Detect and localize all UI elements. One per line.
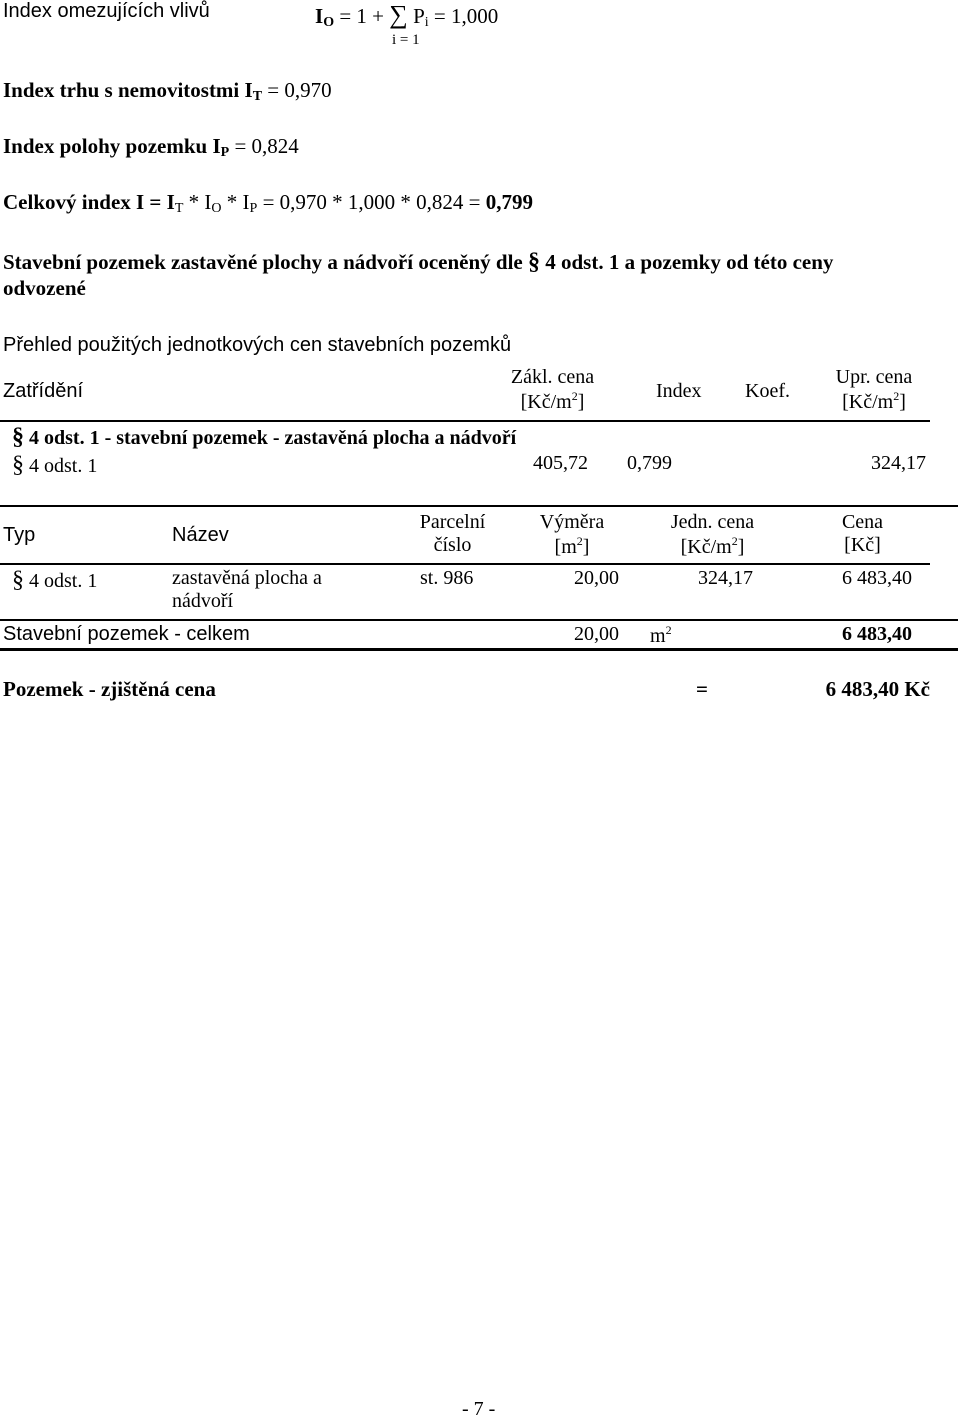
land-table-header-rule bbox=[0, 563, 930, 565]
final-price-value: 6 483,40 Kč bbox=[825, 677, 930, 701]
col-zakl-cena-line2 bbox=[480, 389, 625, 414]
index-polohy-subscript: P bbox=[220, 145, 230, 160]
price-row-label bbox=[12, 452, 97, 479]
vymera-unit: [m bbox=[554, 536, 577, 558]
overview-title: Přehled použitých jednotkových cen stavebních pozemků bbox=[3, 334, 512, 356]
col-upr-cena-line1: Upr. cena bbox=[835, 366, 913, 388]
index-trhu-text: Index trhu s nemovitostmi I bbox=[3, 78, 253, 102]
land-row-vymera: 20,00 bbox=[574, 567, 619, 589]
io-formula bbox=[315, 0, 498, 31]
mul-1: * I bbox=[183, 190, 212, 214]
price-row-upr: 324,17 bbox=[871, 452, 926, 474]
section-sign-icon: § bbox=[12, 424, 24, 450]
final-price-label: Pozemek - zjištěná cena bbox=[3, 677, 216, 701]
price-row-label-text: 4 odst. 1 bbox=[29, 455, 98, 477]
col-nazev: Název bbox=[172, 524, 229, 546]
index-polohy-value: = 0,824 bbox=[229, 134, 299, 158]
final-price-eq: = bbox=[696, 677, 708, 701]
sum-symbol: ∑ bbox=[389, 0, 408, 29]
upr-unit-end: ] bbox=[899, 391, 906, 413]
col-jedn-cena bbox=[640, 511, 785, 559]
jedn-unit: [Kč/m bbox=[680, 536, 732, 558]
col-koef: Koef. bbox=[745, 380, 790, 402]
col-vymera-line1: Výměra bbox=[539, 511, 605, 533]
celkovy-index-result: 0,799 bbox=[485, 190, 533, 214]
land-total-unit-sup: 2 bbox=[665, 623, 672, 637]
land-row-typ bbox=[12, 567, 97, 594]
price-table-header-rule bbox=[0, 420, 930, 422]
price-row-zakl: 405,72 bbox=[533, 452, 588, 474]
celkovy-index-line bbox=[3, 190, 533, 217]
io-label: Index omezujících vlivů bbox=[3, 0, 210, 22]
land-table-top-rule bbox=[0, 505, 958, 507]
col-vymera-line2 bbox=[522, 534, 622, 559]
section-heading-line2: odvozené bbox=[3, 276, 86, 300]
io-subscript: O bbox=[323, 15, 335, 30]
index-trhu-line bbox=[3, 78, 332, 105]
index-trhu-value: = 0,970 bbox=[262, 78, 332, 102]
page-number: - 7 - bbox=[462, 1398, 496, 1420]
col-parcelni-line1: Parcelní bbox=[419, 511, 486, 533]
mul-2: * I bbox=[221, 190, 250, 214]
sum-lower-bound: i = 1 bbox=[392, 32, 420, 48]
land-total-cena: 6 483,40 bbox=[842, 623, 912, 645]
section-heading bbox=[3, 249, 833, 276]
io-symbol: I bbox=[315, 4, 324, 28]
sub-t: T bbox=[174, 201, 184, 216]
section-sign-icon: § bbox=[12, 452, 24, 478]
index-trhu-subscript: T bbox=[252, 89, 263, 104]
col-cena-line1: Cena bbox=[841, 511, 884, 533]
col-parcelni-line2: číslo bbox=[433, 534, 472, 556]
land-row-nazev-line2: nádvoří bbox=[172, 590, 234, 612]
sub-p: P bbox=[249, 201, 258, 216]
land-table-bottom-rule bbox=[0, 648, 958, 651]
land-row-parcel: st. 986 bbox=[420, 567, 474, 589]
product: = 0,970 * 1,000 * 0,824 = bbox=[257, 190, 486, 214]
jedn-unit-end: ] bbox=[737, 536, 745, 558]
col-parcelni-cislo bbox=[405, 511, 500, 557]
col-upr-cena bbox=[818, 366, 930, 414]
zakl-unit: [Kč/m bbox=[520, 391, 572, 413]
col-zatrideni: Zatřídění bbox=[3, 380, 84, 402]
land-total-unit-m: m bbox=[650, 625, 666, 647]
section-heading-part1: Stavební pozemek zastavěné plochy a nádvoří oceněný dle bbox=[3, 250, 523, 274]
io-p: P bbox=[407, 4, 425, 28]
section-sign-icon: § bbox=[528, 249, 540, 275]
land-row-jedn: 324,17 bbox=[698, 567, 753, 589]
upr-unit: [Kč/m bbox=[842, 391, 894, 413]
col-jedn-line1: Jedn. cena bbox=[670, 511, 755, 533]
col-zakl-cena bbox=[480, 366, 625, 414]
price-group-label: 4 odst. 1 - stavební pozemek - zastavěná plocha a nádvoří bbox=[29, 427, 517, 449]
section-sign-icon: § bbox=[12, 567, 24, 593]
col-index: Index bbox=[656, 380, 702, 402]
col-vymera bbox=[522, 511, 622, 559]
section-heading-part2: 4 odst. 1 a pozemky od této ceny bbox=[545, 250, 834, 274]
col-zakl-cena-line1: Zákl. cena bbox=[510, 366, 595, 388]
io-eq2: = 1,000 bbox=[428, 4, 499, 28]
col-typ: Typ bbox=[3, 524, 36, 546]
zakl-unit-end: ] bbox=[577, 391, 585, 413]
col-cena-line2: [Kč] bbox=[844, 534, 881, 556]
price-group-row bbox=[12, 424, 516, 451]
col-jedn-line2 bbox=[640, 534, 785, 559]
land-table-total-top-rule bbox=[0, 619, 958, 621]
vymera-unit-sup: 2 bbox=[576, 534, 583, 548]
index-polohy-line bbox=[3, 134, 299, 161]
zakl-unit-sup: 2 bbox=[571, 389, 578, 403]
vymera-unit-end: ] bbox=[582, 536, 590, 558]
upr-unit-sup: 2 bbox=[893, 389, 900, 403]
jedn-unit-sup: 2 bbox=[731, 534, 738, 548]
io-eq1: = 1 + bbox=[334, 4, 390, 28]
land-total-label: Stavební pozemek - celkem bbox=[3, 623, 250, 645]
land-row-typ-text: 4 odst. 1 bbox=[29, 570, 98, 592]
price-row-index: 0,799 bbox=[627, 452, 672, 474]
land-row-cena: 6 483,40 bbox=[842, 567, 912, 589]
col-upr-cena-line2 bbox=[818, 389, 930, 414]
land-total-unit bbox=[650, 623, 672, 648]
col-cena bbox=[815, 511, 910, 557]
celkovy-index-text: Celkový index I = I bbox=[3, 190, 175, 214]
sub-o: O bbox=[211, 201, 222, 216]
index-polohy-text: Index polohy pozemku I bbox=[3, 134, 221, 158]
io-p-subscript: i bbox=[424, 15, 429, 30]
land-total-vymera: 20,00 bbox=[574, 623, 619, 645]
land-row-nazev bbox=[172, 567, 322, 613]
land-row-nazev-line1: zastavěná plocha a bbox=[172, 567, 322, 589]
